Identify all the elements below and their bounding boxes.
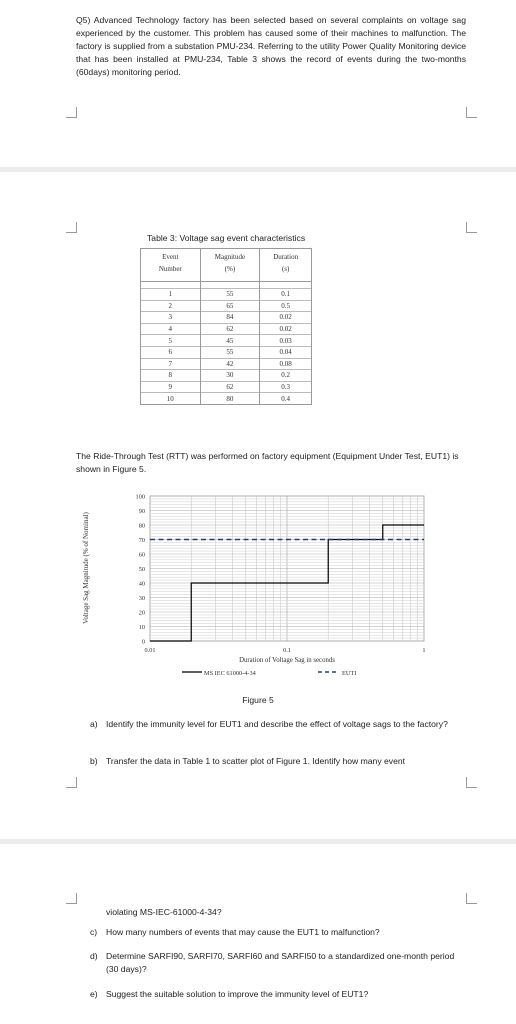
table-header-cell: (%) [200, 265, 260, 282]
table-cell: 0.4 [260, 393, 312, 405]
question-b-continued: violating MS-IEC-61000-4-34? [106, 907, 222, 917]
page-corner-mark [466, 893, 477, 904]
table-cell: 45 [200, 335, 260, 347]
question-label: b) [90, 756, 98, 766]
table-row [141, 289, 312, 301]
x-axis-label: Duration of Voltage Sag in seconds [239, 657, 335, 664]
question-d: Determine SARFI90, SARFI70, SARFI60 and SARFI50 to a standardized one-month period (30 days)? [106, 951, 455, 974]
table-cell: 0.04 [260, 346, 312, 358]
legend-label: EUTI [342, 670, 357, 677]
table-cell: 0.2 [260, 370, 312, 382]
table-cell: 5 [141, 335, 201, 347]
table-header-cell: Number [141, 265, 201, 282]
y-tick-label: 100 [135, 493, 145, 501]
table-cell: 42 [200, 358, 260, 370]
table-cell: 62 [200, 381, 260, 393]
page-corner-mark [466, 107, 477, 118]
question-e: Suggest the suitable solution to improve the immunity level of EUT1? [106, 989, 369, 999]
table-header-cell: (s) [260, 265, 312, 282]
table-cell: 10 [141, 393, 201, 405]
page-corner-mark [466, 222, 477, 233]
table-cell: 0.02 [260, 312, 312, 324]
table-cell: 65 [200, 300, 260, 312]
table-cell: 55 [200, 346, 260, 358]
table-cell: 0.02 [260, 323, 312, 335]
y-tick-label: 20 [138, 609, 145, 617]
table-cell: 0.08 [260, 358, 312, 370]
table-cell: 80 [200, 393, 260, 405]
table-row [141, 381, 312, 393]
table-cell: 0.3 [260, 381, 312, 393]
y-tick-label: 90 [138, 508, 145, 515]
table-header-cell: Magnitude [200, 249, 260, 266]
table-cell: 0.1 [260, 289, 312, 301]
table-row [141, 335, 312, 347]
table-title: Table 3: Voltage sag event characteristics [147, 233, 306, 243]
event-table [140, 248, 312, 405]
y-tick-label: 70 [138, 537, 145, 544]
rtt-description: The Ride-Through Test (RTT) was performed on factory equipment (Equipment Under Test, EUT1) is shown in Figure 5. [76, 451, 459, 474]
x-tick-label: 0.01 [144, 647, 156, 654]
table-cell: 2 [141, 300, 201, 312]
y-tick-label: 30 [138, 595, 145, 602]
x-tick-label: 0.1 [283, 647, 291, 654]
page-corner-mark [66, 893, 77, 904]
question-c: How many numbers of events that may cause the EUT1 to malfunction? [106, 927, 380, 937]
question-a: Identify the immunity level for EUT1 and describe the effect of voltage sags to the factory? [106, 719, 448, 729]
table-cell: 4 [141, 323, 201, 335]
table-row [141, 346, 312, 358]
table-cell: 0.5 [260, 300, 312, 312]
question-b: Transfer the data in Table 1 to scatter plot of Figure 1. Identify how many event [106, 756, 406, 766]
ride-through-chart [76, 490, 446, 695]
table-cell: 0.03 [260, 335, 312, 347]
question-label: c) [90, 927, 98, 937]
table-cell: 8 [141, 370, 201, 382]
legend [182, 670, 356, 677]
page-separator [0, 839, 516, 844]
figure-caption: Figure 5 [242, 695, 274, 705]
question-label: e) [90, 989, 98, 999]
y-tick-label: 60 [138, 551, 145, 559]
table-header-cell: Event [141, 249, 201, 266]
page-corner-mark [66, 222, 77, 233]
y-tick-label: 80 [138, 522, 145, 530]
question-intro: Q5) Advanced Technology factory has been selected based on several complaints on voltage sag experienced by the customer. This problem has caused some of their machines to malfunction. The factory is supplied from a substation PMU-234. Referring to the utility Power Quality Monitoring device that has been installed at PMU-234, Table 3 shows the record of events during the two-months (60days) monitoring period. [76, 15, 466, 77]
page-corner-mark [66, 107, 77, 118]
legend-label: MS IEC 61000-4-34 [204, 670, 256, 677]
table-row [141, 370, 312, 382]
page-corner-mark [66, 777, 77, 788]
table-cell: 84 [200, 312, 260, 324]
table-row [141, 300, 312, 312]
y-axis-label: Voltage Sag Magnitude (% of Nominal) [82, 512, 90, 624]
x-tick-label: 1 [422, 647, 426, 654]
table-row [141, 323, 312, 335]
question-label: d) [90, 951, 98, 961]
table-row [141, 393, 312, 405]
y-tick-label: 50 [138, 566, 145, 573]
table-row [141, 358, 312, 370]
table-cell: 62 [200, 323, 260, 335]
table-cell: 9 [141, 381, 201, 393]
table-cell: 1 [141, 289, 201, 301]
table-cell: 3 [141, 312, 201, 324]
table-cell: 7 [141, 358, 201, 370]
table-cell: 30 [200, 370, 260, 382]
table-row [141, 312, 312, 324]
question-label: a) [90, 719, 98, 729]
y-tick-label: 0 [141, 638, 145, 646]
y-tick-label: 10 [138, 624, 145, 631]
page-corner-mark [466, 777, 477, 788]
table-header-cell: Duration [260, 249, 312, 266]
y-tick-label: 40 [138, 580, 145, 588]
table-cell: 55 [200, 289, 260, 301]
table-cell: 6 [141, 346, 201, 358]
page-separator [0, 167, 516, 172]
